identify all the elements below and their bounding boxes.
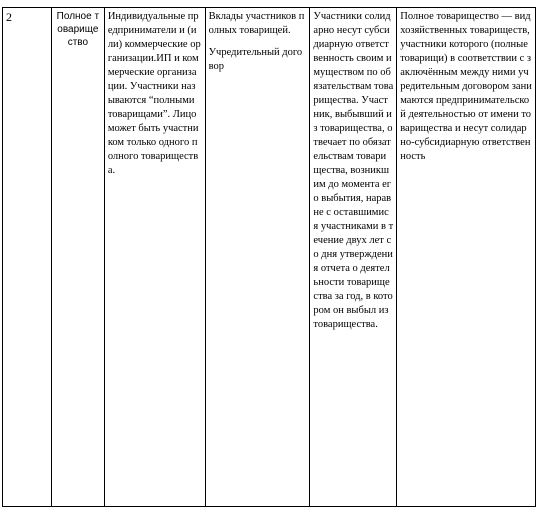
row-number-cell <box>3 8 52 507</box>
table-row <box>3 8 536 507</box>
comparison-table <box>2 7 536 507</box>
entity-name-cell <box>51 8 104 507</box>
row-number: 2 <box>6 10 12 24</box>
entity-name: Полное товарищество <box>56 11 100 48</box>
definition-cell <box>397 8 536 507</box>
liability-cell <box>310 8 397 507</box>
participants-text: Индивидуальные предприниматели и (или) коммерческие организации.ИП и коммерческие организации. Участники называются “полными товарищами”. Лицо может быть участником только одного полного товарищества. <box>107 11 201 176</box>
founding-document-text: Учредительный договор <box>208 47 303 72</box>
paragraph-gap <box>209 38 307 46</box>
participants-cell <box>104 8 205 507</box>
liability-text: Участники солидарно несут субсидиарную ответственность своим имуществом по обязательствам товарищества. Участник, выбывший из товарищества, отвечает по обязательствам товарищества, возникшим до момента его выбытия, наравне с оставшимися участниками в течение двух лет со дня утверждения отчета о деятельности товарищества за год, в котором он выбыл из товарищества. <box>313 11 394 330</box>
capital-cell <box>205 8 310 507</box>
capital-text: Вклады участников полных товарищей. <box>208 11 305 36</box>
definition-text: Полное товарищество — вид хозяйственных товариществ, участники которого (полные товарищи) в соответствии с заключённым между ними учредительным договором занимаются предпринимательской деятельностью от имени товарищества и несут солидарно-субсидиарную ответственность <box>400 11 532 162</box>
